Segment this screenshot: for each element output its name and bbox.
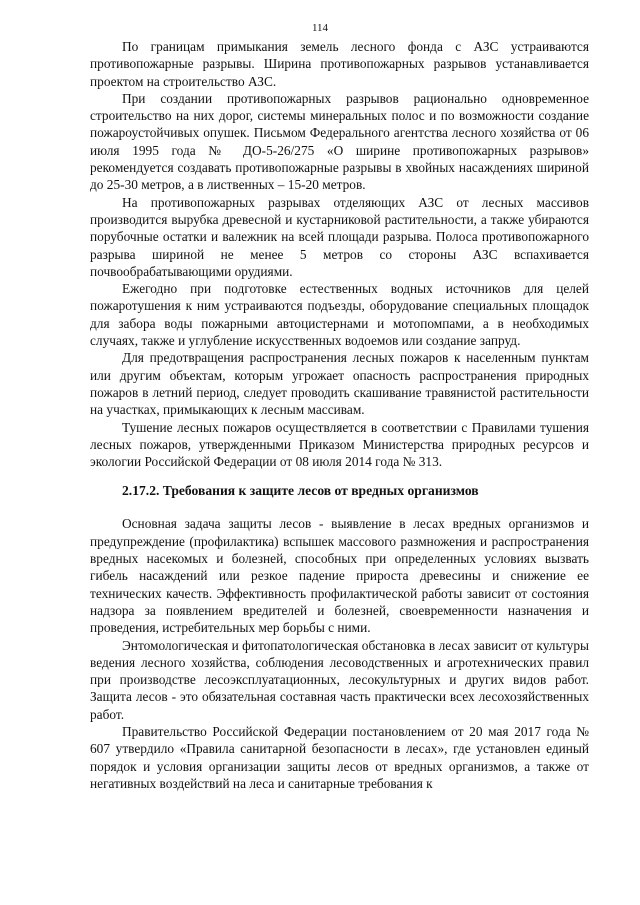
paragraph-firebreak-clearing: На противопожарных разрывах отделяющих АЗС от лесных массивов производится вырубка древесной и кустарниковой растительности, а также убираются порубочные остатки и валежник на всей площади разрыва. Полоса противопожарного разрыва шириной не менее 5 метров со стороны АЗС вспахивается почвообрабатывающими орудиями. [90,194,589,279]
document-body [90,38,589,792]
paragraph-fire-spread-prevention: Для предотвращения распространения лесных пожаров к населенным пунктам или другим объектам, которым угрожает опасность распространения природных пожаров в летний период, следует проводить скашивание травянистой растительности на участках, примыкающих к лесным массивам. [90,350,589,418]
paragraph-firebreak-boundaries: По границам примыкания земель лесного фонда с АЗС устраиваются противопожарные разрывы. Ширина противопожарных разрывов устанавливается проектом на строительство АЗС. [90,39,589,89]
paragraph-firefighting-rules: Тушение лесных пожаров осуществляется в соответствии с Правилами тушения лесных пожаров, утвержденными Приказом Министерства природных ресурсов и экологии Российской Федерации от 08 июля 2014 года № 313. [90,419,589,470]
page-number: 114 [311,22,329,34]
section-heading: 2.17.2. Требования к защите лесов от вредных организмов [122,483,479,499]
paragraph-entomological-situation: Энтомологическая и фитопатологическая обстановка в лесах зависит от культуры ведения лесного хозяйства, соблюдения лесоводственных и агротехнических правил при производстве лесоэксплуатационных, лесокультурных и других видов работ. Защита лесов - это обязательная составная часть практически всех лесохозяйственных работ. [90,637,589,722]
paragraph-firebreak-width: При создании противопожарных разрывов рационально одновременное строительство на них дорог, системы минеральных полос и по возможности создание пожароустойчивых опушек. Письмом Федерального агентства лесного хозяйства от 06 июля 1995 года № ДО-5-26/275 «О ширине противопожарных разрывов» рекомендуется создавать противопожарные разрывы в хвойных насаждениях шириной до 25-30 метров, а в лиственных – 15-20 метров. [90,90,589,193]
paragraph-government-decree: Правительство Российской Федерации постановлением от 20 мая 2017 года № 607 утвердило «Правила санитарной безопасности в лесах», где установлен единый порядок и условия организации защиты лесов от вредных организмов, а также от негативных воздействий на леса и санитарные требования к [90,723,589,791]
paragraph-protection-goal: Основная задача защиты лесов - выявление в лесах вредных организмов и предупреждение (профилактика) вспышек массового размножения и распространения вредных насекомых и болезней, способных при определенных условиях вызвать гибель насаждений или резкое падение прироста древесины и снижение ее технических качеств. Эффективность профилактической работы зависит от состояния надзора за появлением вредителей и болезней, своевременности назначения и проведения, истребительных мер борьбы с ними. [90,516,589,636]
paragraph-water-sources: Ежегодно при подготовке естественных водных источников для целей пожаротушения к ним устраиваются подъезды, оборудование специальных площадок для забора воды пожарными автоцистернами и мотопомпами, а в необходимых случаях, также и углубление искусственных водоемов или создание запруд. [90,281,589,349]
